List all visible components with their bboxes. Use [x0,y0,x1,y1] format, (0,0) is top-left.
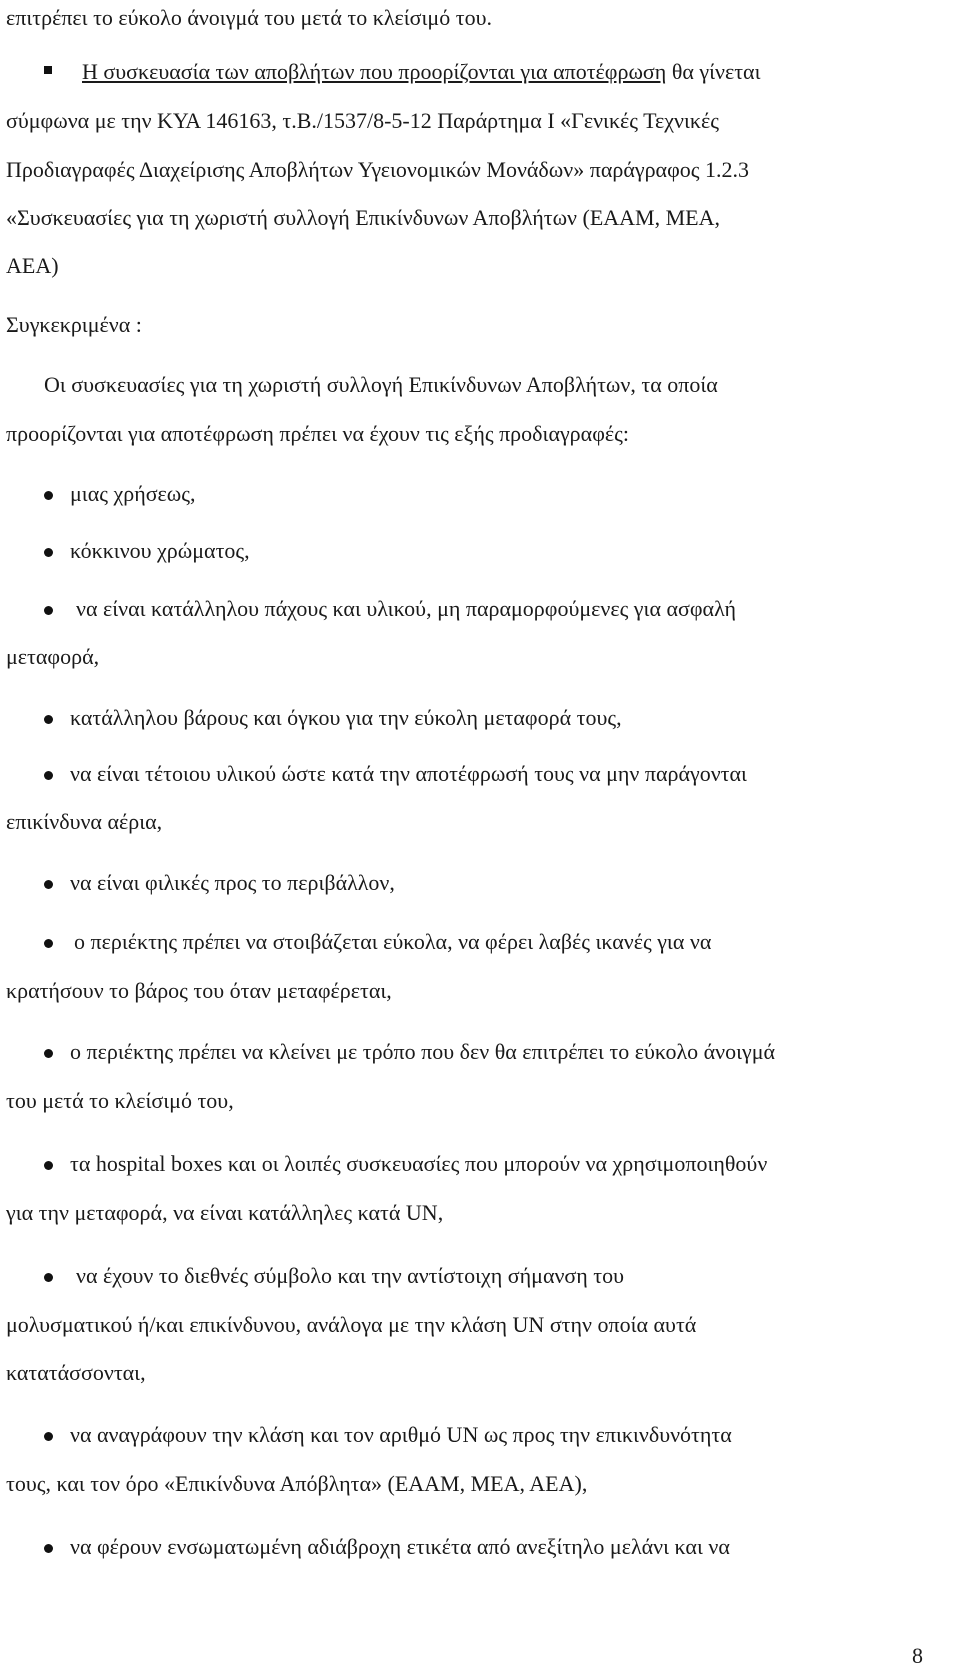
list-item-continuation: μολυσματικού ή/και επικίνδυνου, ανάλογα με την κλάση UN στην οποία αυτά [6,1312,697,1337]
bullet-icon [44,715,53,724]
list-item: ο περιέκτης πρέπει να κλείνει με τρόπο που δεν θα επιτρέπει το εύκολο άνοιγμά [70,1039,776,1064]
underlined-phrase: Η συσκευασία των αποβλήτων που προορίζονται για αποτέφρωση [82,59,667,84]
bullet-icon [44,771,53,780]
text-line: σύμφωνα με την ΚΥΑ 146163, τ.Β./1537/8-5-12 Παράρτημα Ι «Γενικές Τεχνικές [6,108,719,133]
list-item: να έχουν το διεθνές σύμβολο και την αντίστοιχη σήμανση του [76,1263,625,1288]
text-line [82,58,954,86]
bullet-icon [44,491,53,500]
bullet-icon [44,606,53,615]
text-line: Οι συσκευασίες για τη χωριστή συλλογή Επικίνδυνων Αποβλήτων, τα οποία [44,372,718,397]
list-item-continuation: μεταφορά, [6,644,100,669]
bullet-icon [44,880,53,889]
text-line: «Συσκευασίες για τη χωριστή συλλογή Επικίνδυνων Αποβλήτων (ΕΑΑΜ, ΜΕΑ, [6,205,720,230]
list-item-continuation: κρατήσουν το βάρος του όταν μεταφέρεται, [6,978,392,1003]
bullet-icon [44,1273,53,1282]
list-item: να είναι τέτοιου υλικού ώστε κατά την αποτέφρωσή τους να μην παράγονται [70,761,747,786]
text-line: Προδιαγραφές Διαχείρισης Αποβλήτων Υγειονομικών Μονάδων» παράγραφος 1.2.3 [6,157,749,182]
text-line: προορίζονται για αποτέφρωση πρέπει να έχουν τις εξής προδιαγραφές: [6,421,629,446]
bullet-icon [44,548,53,557]
page-number: 8 [912,1643,923,1668]
list-item: κόκκινου χρώματος, [70,538,250,563]
list-item: ο περιέκτης πρέπει να στοιβάζεται εύκολα, να φέρει λαβές ικανές για να [74,929,712,954]
bullet-icon [44,1432,53,1441]
square-bullet-icon [44,66,52,74]
list-item: τα hospital boxes και οι λοιπές συσκευασίες που μπορούν να χρησιμοποιηθούν [70,1151,768,1176]
list-item: να φέρουν ενσωματωμένη αδιάβροχη ετικέτα από ανεξίτηλο μελάνι και να [70,1534,730,1559]
text-span: θα γίνεται [666,59,761,84]
list-item-continuation: επικίνδυνα αέρια, [6,809,163,834]
text-line: επιτρέπει το εύκολο άνοιγμά του μετά το κλείσιμό του. [6,5,492,30]
list-item-continuation: κατατάσσονται, [6,1360,146,1385]
list-item: να είναι κατάλληλου πάχους και υλικού, μη παραμορφούμενες για ασφαλή [76,596,737,621]
bullet-icon [44,1049,53,1058]
list-item-continuation: του μετά το κλείσιμό του, [6,1088,234,1113]
list-item: μιας χρήσεως, [70,481,196,506]
list-item: κατάλληλου βάρους και όγκου για την εύκολη μεταφορά τους, [70,705,622,730]
text-line: ΑΕΑ) [6,253,59,278]
list-item-continuation: τους, και τον όρο «Επικίνδυνα Απόβλητα» (ΕΑΑΜ, ΜΕΑ, ΑΕΑ), [6,1471,588,1496]
bullet-icon [44,1161,53,1170]
bullet-icon [44,1544,53,1553]
text-line: Συγκεκριμένα : [6,312,142,337]
bullet-icon [44,939,53,948]
list-item: να είναι φιλικές προς το περιβάλλον, [70,870,395,895]
list-item-continuation: για την μεταφορά, να είναι κατάλληλες κατά UN, [6,1200,444,1225]
list-item: να αναγράφουν την κλάση και τον αριθμό UN ως προς την επικινδυνότητα [70,1422,732,1447]
